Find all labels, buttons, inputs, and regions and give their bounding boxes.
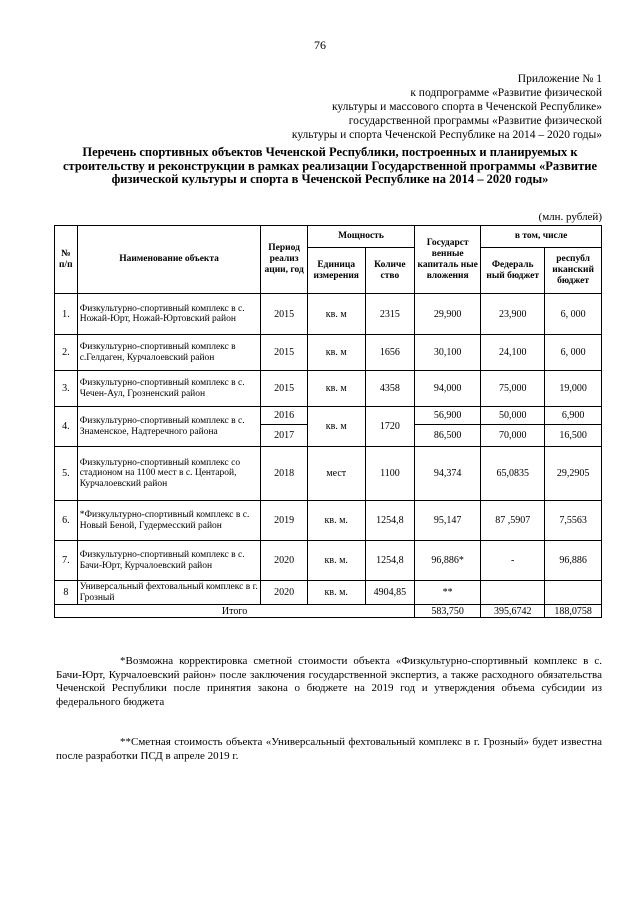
cell-republic: 7,5563 — [545, 501, 602, 541]
cell-year: 2019 — [261, 501, 307, 541]
cell-republic: 29,2905 — [545, 447, 602, 501]
table-row — [55, 335, 602, 371]
cell-federal: 23,900 — [481, 294, 545, 335]
cell-year: 2018 — [261, 447, 307, 501]
cell-republic: 6,900 — [545, 407, 602, 425]
table-row — [55, 581, 602, 605]
table-row — [55, 407, 602, 425]
cell-num: 3. — [55, 371, 78, 407]
units-label: (млн. рублей) — [538, 211, 602, 223]
cell-qty: 1720 — [365, 407, 415, 447]
cell-federal: 65,0835 — [481, 447, 545, 501]
header-federal: Федераль ный бюджет — [481, 248, 545, 294]
cell-name: Универсальный фехтовальный комплекс в г. Грозный — [77, 581, 261, 605]
cell-unit: кв. м — [307, 371, 365, 407]
cell-name: Физкультурно-спортивный комплекс в с.Гелдаген, Курчалоевский район — [77, 335, 261, 371]
cell-name: Физкультурно-спортивный комплекс в с. Чечен-Аул, Грозненский район — [77, 371, 261, 407]
header-including: в том, числе — [481, 226, 602, 248]
header-quantity: Количе ство — [365, 248, 415, 294]
cell-federal — [481, 581, 545, 605]
cell-republic: 16,500 — [545, 425, 602, 447]
total-republic: 188,0758 — [545, 605, 602, 618]
cell-federal: 75,000 — [481, 371, 545, 407]
cell-num: 2. — [55, 335, 78, 371]
cell-total: 96,886* — [415, 541, 481, 581]
cell-republic — [545, 581, 602, 605]
cell-total: 56,900 — [415, 407, 481, 425]
appendix-line: культуры и спорта Чеченской Республике на 2014 – 2020 годы» — [291, 129, 602, 141]
appendix-line: культуры и массового спорта в Чеченской Республике» — [331, 101, 602, 113]
cell-republic: 6, 000 — [545, 335, 602, 371]
cell-total: 29,900 — [415, 294, 481, 335]
cell-year: 2015 — [261, 335, 307, 371]
cell-num: 8 — [55, 581, 78, 605]
page-number: 76 — [314, 38, 326, 52]
cell-total: ** — [415, 581, 481, 605]
cell-qty: 4358 — [365, 371, 415, 407]
table-row — [55, 447, 602, 501]
cell-qty: 4904,85 — [365, 581, 415, 605]
header-state-investments: Государст венные капиталь ные вложения — [415, 226, 481, 294]
cell-total: 30,100 — [415, 335, 481, 371]
appendix-line: к подпрограмме «Развитие физической — [410, 87, 602, 99]
cell-unit: кв. м. — [307, 541, 365, 581]
document-title: Перечень спортивных объектов Чеченской Республики, построенных и планируемых к строительству и реконструкции в рамках реализации Государственной программы «Развитие физической культуры и спорта в Чеченской Республике на 2014 – 2020 годы» — [62, 145, 598, 186]
header-period: Период реализ ации, год — [261, 226, 307, 294]
footnote-1: *Возможна корректировка сметной стоимости объекта «Физкультурно-спортивный комплекс в с. Бачи-Юрт, Курчалоевский район» после заключения государственной экспертиз, а также расходного обязательства Чеченской Республики после принятия закона о бюджете на 2019 год и утверждения объема субсидии из федерального бюджета — [56, 655, 602, 708]
objects-table — [54, 225, 602, 618]
cell-num: 4. — [55, 407, 78, 447]
cell-qty: 1254,8 — [365, 501, 415, 541]
total-row — [55, 605, 602, 618]
cell-year: 2020 — [261, 581, 307, 605]
cell-qty: 2315 — [365, 294, 415, 335]
cell-federal: 50,000 — [481, 407, 545, 425]
cell-num: 7. — [55, 541, 78, 581]
cell-republic: 19,000 — [545, 371, 602, 407]
cell-name: *Физкультурно-спортивный комплекс в с. Новый Беной, Гудермесский район — [77, 501, 261, 541]
total-state-investments: 583,750 — [415, 605, 481, 618]
cell-republic: 6, 000 — [545, 294, 602, 335]
cell-total: 94,374 — [415, 447, 481, 501]
cell-qty: 1100 — [365, 447, 415, 501]
cell-unit: кв. м. — [307, 581, 365, 605]
cell-qty: 1656 — [365, 335, 415, 371]
cell-total: 95,147 — [415, 501, 481, 541]
cell-name: Физкультурно-спортивный комплекс в с. Бачи-Юрт, Курчалоевский район — [77, 541, 261, 581]
table-row — [55, 501, 602, 541]
cell-year: 2015 — [261, 294, 307, 335]
header-name: Наименование объекта — [77, 226, 261, 294]
cell-year: 2017 — [261, 425, 307, 447]
cell-unit: мест — [307, 447, 365, 501]
header-capacity: Мощность — [307, 226, 414, 248]
table-row — [55, 371, 602, 407]
cell-total: 86,500 — [415, 425, 481, 447]
cell-republic: 96,886 — [545, 541, 602, 581]
cell-unit: кв. м — [307, 294, 365, 335]
appendix-header — [182, 72, 602, 142]
cell-total: 94,000 — [415, 371, 481, 407]
cell-federal: 87 ,5907 — [481, 501, 545, 541]
cell-federal: 70,000 — [481, 425, 545, 447]
cell-federal: 24,100 — [481, 335, 545, 371]
cell-unit: кв. м — [307, 407, 365, 447]
cell-name: Физкультурно-спортивный комплекс со стадионом на 1100 мест в с. Центарой, Курчалоевский район — [77, 447, 261, 501]
cell-name: Физкультурно-спортивный комплекс в с. Ножай-Юрт, Ножай-Юртовский район — [77, 294, 261, 335]
cell-num: 5. — [55, 447, 78, 501]
cell-year: 2020 — [261, 541, 307, 581]
total-label: Итого — [55, 605, 415, 618]
cell-name: Физкультурно-спортивный комплекс в с. Знаменское, Надтеречного района — [77, 407, 261, 447]
header-num: № п/п — [55, 226, 78, 294]
cell-unit: кв. м. — [307, 501, 365, 541]
cell-num: 6. — [55, 501, 78, 541]
cell-num: 1. — [55, 294, 78, 335]
appendix-line: Приложение № 1 — [517, 73, 602, 85]
footnote-2: **Сметная стоимость объекта «Универсальный фехтовальный комплекс в г. Грозный» будет известна после разработки ПСД в апреле 2019 г. — [56, 736, 602, 762]
header-republic: республ иканский бюджет — [545, 248, 602, 294]
header-unit: Единица измерения — [307, 248, 365, 294]
cell-year: 2015 — [261, 371, 307, 407]
table-row — [55, 541, 602, 581]
cell-unit: кв. м — [307, 335, 365, 371]
cell-year: 2016 — [261, 407, 307, 425]
appendix-line: государственной программы «Развитие физической — [348, 115, 602, 127]
total-federal: 395,6742 — [481, 605, 545, 618]
cell-federal: - — [481, 541, 545, 581]
table-row — [55, 294, 602, 335]
cell-qty: 1254,8 — [365, 541, 415, 581]
